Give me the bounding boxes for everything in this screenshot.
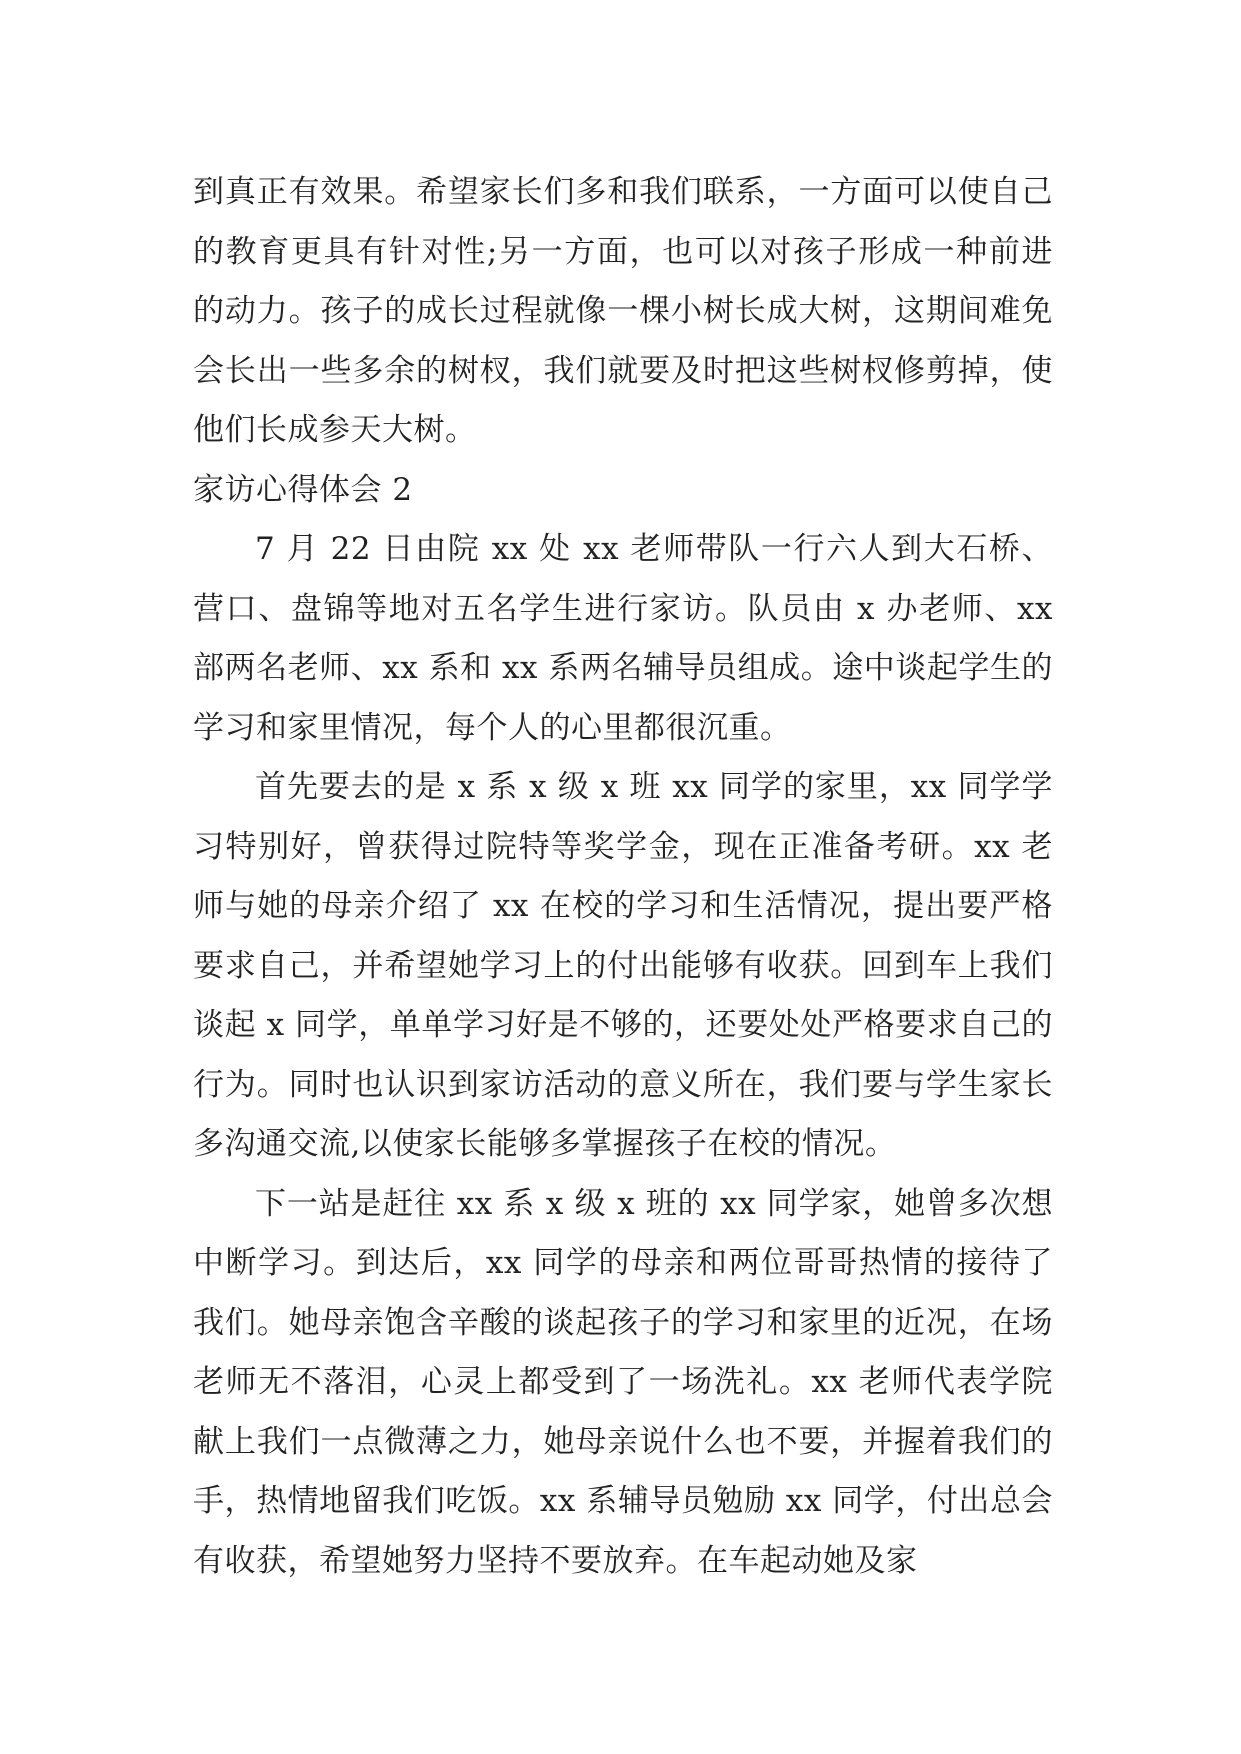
section-title: 家访心得体会 2 <box>193 471 413 508</box>
paragraph-3: 下一站是赶往 xx 系 x 级 x 班的 xx 同学家，她曾多次想中断学习。到达后，xx 同学的母亲和两位哥哥热情的接待了我们。她母亲饱含辛酸的谈起孩子的学习和家里的近况，在场老师无不落泪，心灵上都受到了一场洗礼。xx 老师代表学院献上我们一点微薄之力，她母亲说什么也不要，并握着我们的手，热情地留我们吃饭。xx 系辅导员勉励 xx 同学，付出总会有收获，希望她努力坚持不要放弃。在车起动她及家 <box>193 1185 1053 1579</box>
document-page <box>193 163 1053 1591</box>
paragraph-continued: 到真正有效果。希望家长们多和我们联系，一方面可以使自己的教育更具有针对性;另一方面，也可以对孩子形成一种前进的动力。孩子的成长过程就像一棵小树长成大树，这期间难免会长出一些多余的树杈，我们就要及时把这些树杈修剪掉，使他们长成参天大树。 <box>193 174 1053 448</box>
paragraph-2: 首先要去的是 x 系 x 级 x 班 xx 同学的家里，xx 同学学习特别好，曾获得过院特等奖学金，现在正准备考研。xx 老师与她的母亲介绍了 xx 在校的学习和生活情况，提出要严格要求自己，并希望她学习上的付出能够有收获。回到车上我们谈起 x 同学，单单学习好是不够的，还要处处严格要求自己的行为。同时也认识到家访活动的意义所在，我们要与学生家长多沟通交流,以使家长能够多掌握孩子在校的情况。 <box>193 769 1053 1162</box>
paragraph-1: 7 月 22 日由院 xx 处 xx 老师带队一行六人到大石桥、营口、盘锦等地对五名学生进行家访。队员由 x 办老师、xx 部两名老师、xx 系和 xx 系两名辅导员组成。途中谈起学生的学习和家里情况，每个人的心里都很沉重。 <box>193 531 1053 746</box>
